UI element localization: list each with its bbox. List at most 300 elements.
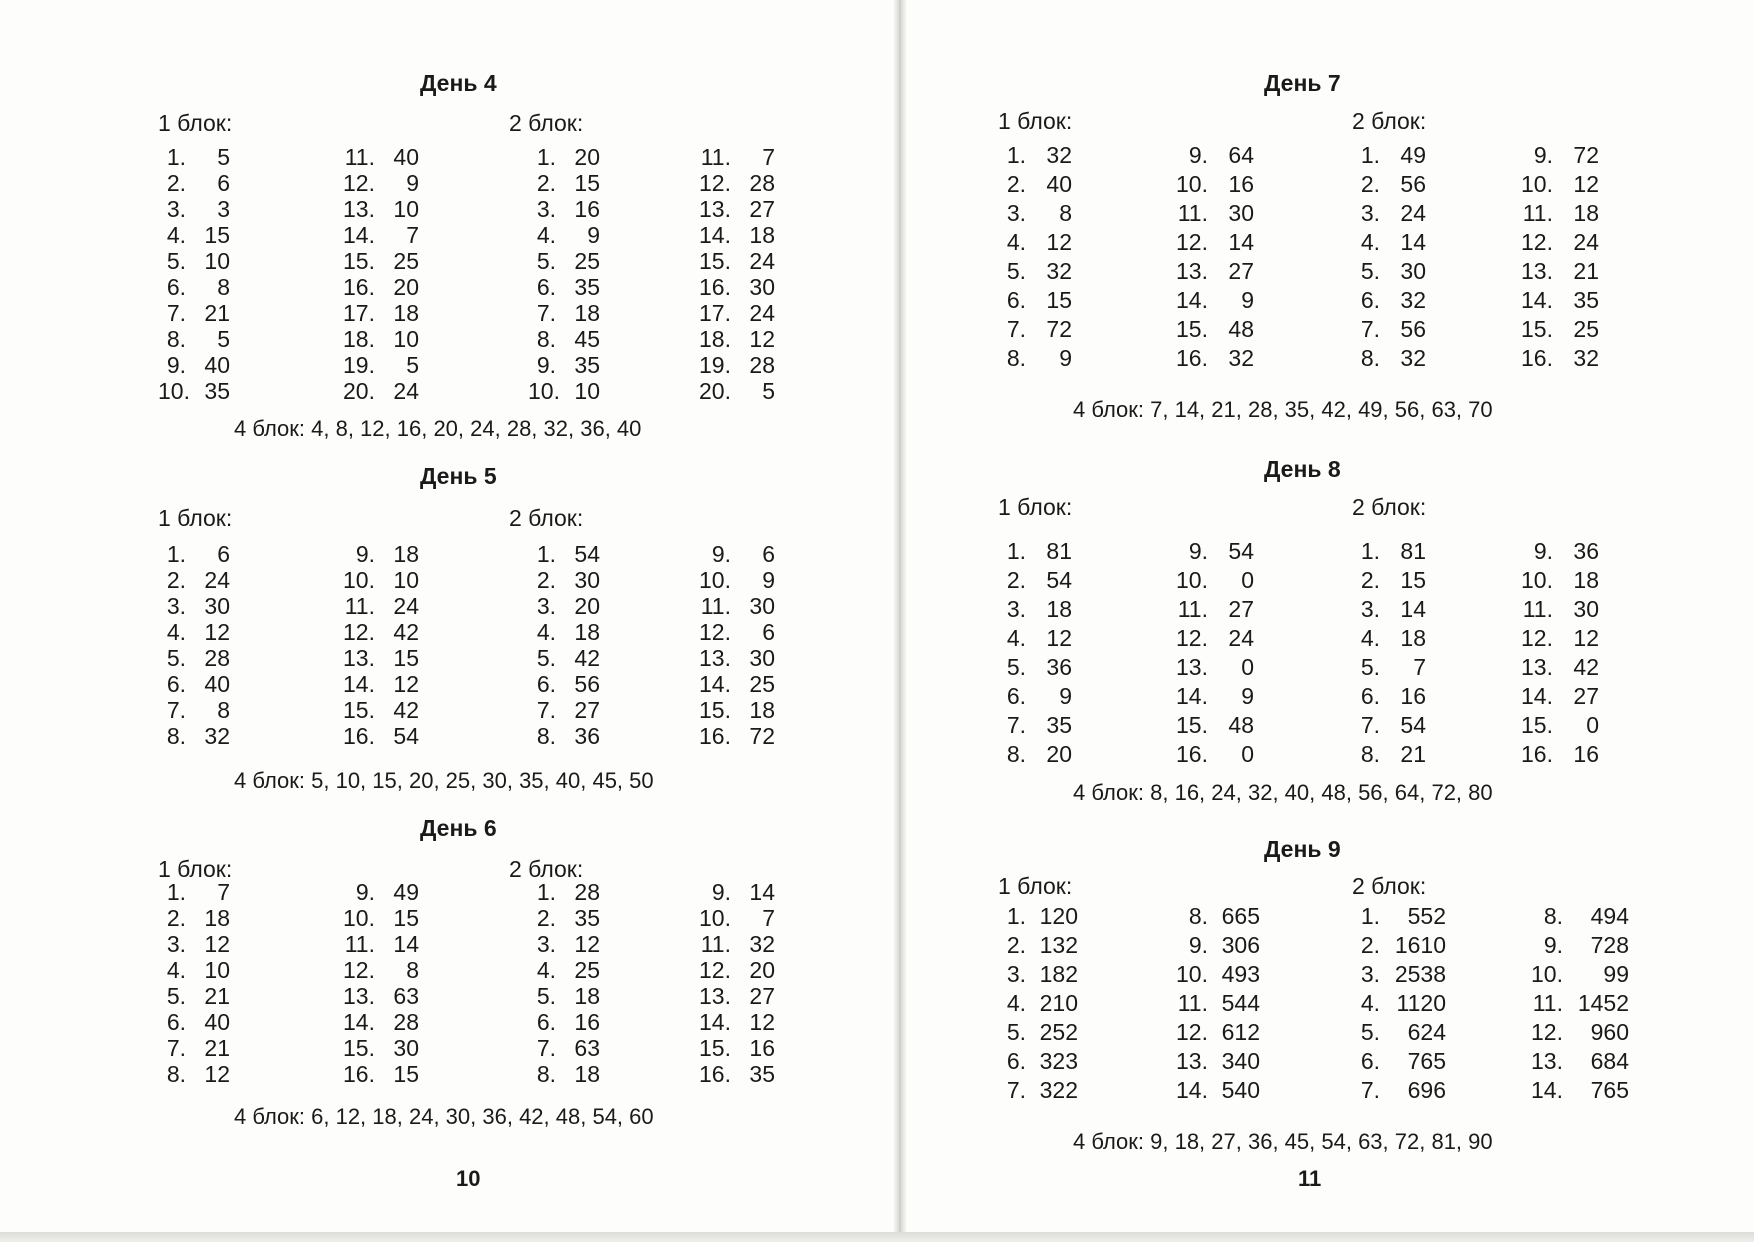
answer-value: 765 [1407, 1048, 1446, 1074]
answer-value: 10 [204, 957, 230, 983]
answer-row [337, 196, 419, 222]
answer-number: 13. [1176, 258, 1208, 284]
answer-number: 4. [1360, 625, 1380, 651]
answer-value: 9 [1241, 683, 1254, 709]
answer-value: 10 [393, 196, 419, 222]
answer-number: 4. [536, 222, 556, 248]
answer-value: 40 [1046, 171, 1072, 197]
answer-row [693, 170, 775, 196]
answer-row [693, 957, 775, 983]
answer-number: 12. [1176, 625, 1208, 651]
answer-value: 10 [574, 378, 600, 404]
answer-value: 49 [393, 879, 419, 905]
answer-number: 4. [166, 957, 186, 983]
answer-value: 45 [574, 326, 600, 352]
answer-value: 54 [1400, 712, 1426, 738]
answer-row [528, 300, 600, 326]
answer-number: 13. [343, 196, 375, 222]
day-title: День 8 [1264, 456, 1341, 482]
answer-row [1352, 199, 1426, 228]
answer-column [1352, 537, 1426, 769]
answer-number: 4. [536, 957, 556, 983]
answer-number: 1. [1006, 903, 1026, 929]
answer-number: 16. [699, 723, 731, 749]
answer-number: 14. [1176, 683, 1208, 709]
answer-value: 56 [1400, 316, 1426, 342]
answer-row [1352, 682, 1426, 711]
answer-value: 12 [1573, 625, 1599, 651]
answer-value: 9 [1059, 345, 1072, 371]
answer-value: 48 [1228, 316, 1254, 342]
answer-value: 18 [204, 905, 230, 931]
answer-value: 322 [1039, 1077, 1078, 1103]
answer-value: 7 [1413, 654, 1426, 680]
answer-row [998, 682, 1072, 711]
answer-value: 16 [574, 1009, 600, 1035]
answer-number: 9. [536, 352, 556, 378]
answer-number: 6. [1006, 287, 1026, 313]
answer-row [1515, 902, 1629, 931]
answer-value: 30 [749, 274, 775, 300]
answer-row [1170, 595, 1254, 624]
answer-row [1515, 624, 1599, 653]
answer-value: 16 [1573, 741, 1599, 767]
answer-row [693, 983, 775, 1009]
answer-value: 72 [1573, 142, 1599, 168]
answer-number: 14. [343, 222, 375, 248]
answer-row [528, 671, 600, 697]
answer-number: 19. [699, 352, 731, 378]
answer-row [998, 1018, 1078, 1047]
answer-row [1160, 989, 1260, 1018]
answer-value: 63 [574, 1035, 600, 1061]
answer-number: 6. [166, 671, 186, 697]
answer-row [1352, 960, 1446, 989]
answer-number: 6. [1006, 1048, 1026, 1074]
answer-row [337, 931, 419, 957]
answer-number: 7. [1360, 712, 1380, 738]
answer-row [1515, 682, 1599, 711]
answer-value: 16 [574, 196, 600, 222]
answer-number: 10. [1521, 567, 1553, 593]
answer-number: 3. [1360, 200, 1380, 226]
answer-column [528, 879, 600, 1087]
answer-value: 21 [1400, 741, 1426, 767]
page-edge [0, 1232, 1754, 1242]
answer-number: 2. [536, 170, 556, 196]
answer-value: 30 [1228, 200, 1254, 226]
answer-number: 12. [343, 957, 375, 983]
answer-number: 14. [1521, 287, 1553, 313]
answer-row [998, 537, 1072, 566]
answer-number: 5. [166, 983, 186, 1009]
answer-value: 32 [1046, 142, 1072, 168]
answer-value: 8 [406, 957, 419, 983]
answer-value: 14 [1400, 229, 1426, 255]
answer-value: 27 [574, 697, 600, 723]
answer-value: 210 [1039, 990, 1078, 1016]
answer-row [1170, 228, 1254, 257]
answer-row [337, 619, 419, 645]
answer-value: 14 [749, 879, 775, 905]
answer-number: 15. [1521, 712, 1553, 738]
answer-row [693, 1061, 775, 1087]
answer-row [693, 144, 775, 170]
answer-row [998, 566, 1072, 595]
answer-number: 9. [355, 541, 375, 567]
answer-value: 35 [574, 352, 600, 378]
answer-row [1515, 711, 1599, 740]
answer-number: 14. [1176, 287, 1208, 313]
answer-value: 6 [762, 541, 775, 567]
answer-number: 6. [1360, 1048, 1380, 1074]
block1-label: 1 блок: [998, 108, 1073, 134]
answer-row [693, 326, 775, 352]
answer-number: 19. [343, 352, 375, 378]
answer-row [1352, 1047, 1446, 1076]
answer-row [1170, 566, 1254, 595]
answer-row [998, 902, 1078, 931]
day-title: День 7 [1264, 70, 1341, 96]
answer-number: 18. [343, 326, 375, 352]
answer-number: 3. [166, 593, 186, 619]
answer-number: 14. [1531, 1077, 1563, 1103]
answer-row [337, 326, 419, 352]
answer-row [337, 957, 419, 983]
answer-value: 728 [1590, 932, 1629, 958]
answer-value: 24 [1228, 625, 1254, 651]
answer-number: 2. [1360, 171, 1380, 197]
answer-row [1352, 566, 1426, 595]
answer-row [693, 931, 775, 957]
answer-row [158, 326, 230, 352]
answer-value: 8 [217, 274, 230, 300]
answer-value: 28 [749, 170, 775, 196]
answer-row [998, 1047, 1078, 1076]
answer-row [1170, 711, 1254, 740]
answer-row [1160, 1018, 1260, 1047]
answer-number: 10. [343, 567, 375, 593]
answer-number: 13. [343, 983, 375, 1009]
answer-row [528, 697, 600, 723]
answer-row [337, 983, 419, 1009]
answer-value: 35 [1046, 712, 1072, 738]
answer-number: 10. [528, 378, 560, 404]
answer-value: 24 [204, 567, 230, 593]
answer-value: 27 [1228, 258, 1254, 284]
answer-value: 9 [406, 170, 419, 196]
answer-row [998, 624, 1072, 653]
answer-number: 15. [1521, 316, 1553, 342]
answer-value: 5 [217, 326, 230, 352]
answer-number: 12. [343, 619, 375, 645]
answer-number: 9. [711, 879, 731, 905]
answer-row [998, 257, 1072, 286]
answer-number: 11. [1177, 596, 1208, 622]
answer-row [693, 593, 775, 619]
answer-number: 6. [536, 274, 556, 300]
answer-column [1515, 141, 1599, 373]
answer-row [1515, 931, 1629, 960]
block4-answers: 4 блок: 8, 16, 24, 32, 40, 48, 56, 64, 72, 80 [1073, 780, 1493, 805]
block2-label: 2 блок: [509, 110, 584, 136]
answer-number: 9. [1533, 538, 1553, 564]
answer-row [1515, 315, 1599, 344]
answer-number: 2. [166, 170, 186, 196]
answer-value: 5 [217, 144, 230, 170]
book-gutter [893, 0, 907, 1242]
answer-value: 15 [1046, 287, 1072, 313]
answer-value: 28 [204, 645, 230, 671]
answer-value: 14 [1228, 229, 1254, 255]
answer-value: 8 [1059, 200, 1072, 226]
answer-number: 2. [166, 905, 186, 931]
answer-row [1160, 1047, 1260, 1076]
answer-row [337, 274, 419, 300]
answer-number: 9. [355, 879, 375, 905]
answer-value: 665 [1221, 903, 1260, 929]
answer-row [337, 671, 419, 697]
answer-row [158, 957, 230, 983]
answer-row [528, 957, 600, 983]
answer-row [998, 1076, 1078, 1105]
block1-label: 1 блок: [158, 110, 233, 136]
answer-row [998, 315, 1072, 344]
answer-value: 340 [1221, 1048, 1260, 1074]
answer-value: 81 [1400, 538, 1426, 564]
answer-row [1160, 931, 1260, 960]
answer-number: 4. [1006, 625, 1026, 651]
answer-row [693, 879, 775, 905]
answer-row [1170, 170, 1254, 199]
answer-row [528, 1035, 600, 1061]
answer-number: 13. [343, 645, 375, 671]
answer-row [528, 645, 600, 671]
answer-number: 4. [1006, 990, 1026, 1016]
answer-number: 13. [1521, 654, 1553, 680]
answer-row [1170, 141, 1254, 170]
answer-row [337, 723, 419, 749]
answer-number: 8. [536, 326, 556, 352]
answer-row [1352, 740, 1426, 769]
answer-number: 17. [699, 300, 731, 326]
answer-row [337, 567, 419, 593]
answer-row [1515, 740, 1599, 769]
answer-value: 32 [204, 723, 230, 749]
answer-number: 11. [344, 931, 375, 957]
answer-number: 2. [1006, 932, 1026, 958]
answer-column [693, 541, 775, 749]
answer-row [1515, 286, 1599, 315]
answer-value: 21 [204, 1035, 230, 1061]
answer-value: 6 [217, 170, 230, 196]
answer-number: 17. [343, 300, 375, 326]
answer-value: 960 [1590, 1019, 1629, 1045]
answer-number: 11. [344, 593, 375, 619]
answer-value: 3 [217, 196, 230, 222]
answer-number: 15. [699, 697, 731, 723]
answer-number: 2. [1360, 932, 1380, 958]
block1-label: 1 блок: [158, 505, 233, 531]
answer-row [1352, 931, 1446, 960]
answer-value: 72 [1046, 316, 1072, 342]
answer-row [1352, 286, 1426, 315]
answer-number: 8. [536, 1061, 556, 1087]
answer-value: 14 [393, 931, 419, 957]
answer-value: 40 [204, 352, 230, 378]
answer-number: 5. [1006, 654, 1026, 680]
answer-row [158, 879, 230, 905]
answer-row [1515, 960, 1629, 989]
answer-row [693, 274, 775, 300]
answer-value: 1610 [1394, 932, 1446, 958]
answer-number: 7. [1360, 1077, 1380, 1103]
answer-number: 16. [1176, 345, 1208, 371]
answer-row [528, 1009, 600, 1035]
answer-number: 8. [536, 723, 556, 749]
answer-value: 54 [574, 541, 600, 567]
answer-number: 12. [699, 957, 731, 983]
answer-row [1515, 653, 1599, 682]
answer-row [1352, 624, 1426, 653]
answer-value: 306 [1221, 932, 1260, 958]
answer-row [1170, 315, 1254, 344]
answer-value: 12 [1573, 171, 1599, 197]
answer-value: 42 [1573, 654, 1599, 680]
answer-value: 5 [762, 378, 775, 404]
answer-value: 35 [574, 905, 600, 931]
answer-number: 15. [343, 248, 375, 274]
answer-number: 6. [1006, 683, 1026, 709]
answer-number: 1. [536, 144, 556, 170]
answer-row [998, 286, 1072, 315]
answer-value: 81 [1046, 538, 1072, 564]
answer-column [1515, 537, 1599, 769]
answer-number: 10. [343, 905, 375, 931]
answer-row [337, 645, 419, 671]
answer-value: 15 [393, 1061, 419, 1087]
answer-number: 13. [699, 196, 731, 222]
answer-value: 16 [749, 1035, 775, 1061]
answer-value: 7 [217, 879, 230, 905]
answer-row [693, 697, 775, 723]
answer-number: 7. [1006, 1077, 1026, 1103]
answer-number: 20. [343, 378, 375, 404]
answer-row [1515, 344, 1599, 373]
answer-value: 54 [1046, 567, 1072, 593]
answer-number: 13. [1176, 654, 1208, 680]
answer-value: 12 [749, 326, 775, 352]
answer-number: 7. [536, 697, 556, 723]
answer-row [528, 248, 600, 274]
answer-number: 5. [1360, 258, 1380, 284]
answer-number: 3. [1006, 596, 1026, 622]
answer-value: 7 [762, 144, 775, 170]
answer-row [158, 1035, 230, 1061]
block4-answers: 4 блок: 6, 12, 18, 24, 30, 36, 42, 48, 54, 60 [234, 1104, 654, 1129]
answer-row [1170, 653, 1254, 682]
answer-number: 14. [699, 1009, 731, 1035]
answer-value: 18 [1046, 596, 1072, 622]
page-number-right: 11 [1298, 1166, 1322, 1191]
answer-number: 12. [1521, 625, 1553, 651]
answer-column [693, 879, 775, 1087]
answer-row [158, 352, 230, 378]
answer-row [998, 170, 1072, 199]
day-title: День 4 [420, 70, 497, 96]
answer-row [1515, 1076, 1629, 1105]
answer-row [337, 697, 419, 723]
answer-row [998, 931, 1078, 960]
answer-value: 12 [393, 671, 419, 697]
answer-value: 32 [1400, 345, 1426, 371]
answer-number: 12. [1521, 229, 1553, 255]
answer-row [337, 1035, 419, 1061]
answer-value: 18 [574, 1061, 600, 1087]
answer-value: 8 [217, 697, 230, 723]
answer-column [158, 541, 230, 749]
answer-number: 2. [166, 567, 186, 593]
answer-row [1170, 286, 1254, 315]
answer-number: 5. [1006, 258, 1026, 284]
answer-number: 5. [1360, 654, 1380, 680]
answer-column [998, 902, 1078, 1105]
answer-number: 9. [1188, 142, 1208, 168]
answer-number: 3. [166, 196, 186, 222]
answer-value: 30 [749, 645, 775, 671]
answer-row [158, 170, 230, 196]
answer-number: 4. [1360, 229, 1380, 255]
answer-value: 32 [1046, 258, 1072, 284]
answer-value: 15 [1400, 567, 1426, 593]
answer-value: 0 [1586, 712, 1599, 738]
answer-number: 2. [536, 567, 556, 593]
answer-number: 7. [166, 300, 186, 326]
answer-number: 5. [536, 645, 556, 671]
answer-value: 12 [1046, 625, 1072, 651]
answer-number: 4. [166, 619, 186, 645]
answer-row [1515, 566, 1599, 595]
answer-row [1170, 257, 1254, 286]
answer-row [998, 653, 1072, 682]
answer-number: 12. [699, 619, 731, 645]
answer-row [528, 723, 600, 749]
answer-column [158, 879, 230, 1087]
answer-number: 1. [1360, 538, 1380, 564]
answer-row [337, 905, 419, 931]
answer-row [998, 711, 1072, 740]
answer-number: 4. [536, 619, 556, 645]
answer-row [337, 879, 419, 905]
answer-row [1352, 315, 1426, 344]
answer-number: 1. [166, 541, 186, 567]
answer-value: 18 [1400, 625, 1426, 651]
answer-value: 25 [749, 671, 775, 697]
answer-number: 15. [343, 1035, 375, 1061]
answer-value: 7 [762, 905, 775, 931]
answer-row [1515, 1018, 1629, 1047]
answer-number: 15. [699, 1035, 731, 1061]
answer-value: 120 [1039, 903, 1078, 929]
day-title: День 9 [1264, 836, 1341, 862]
answer-value: 27 [1228, 596, 1254, 622]
answer-value: 28 [749, 352, 775, 378]
answer-row [528, 222, 600, 248]
answer-row [1160, 960, 1260, 989]
answer-value: 56 [574, 671, 600, 697]
answer-number: 3. [536, 196, 556, 222]
answer-number: 15. [699, 248, 731, 274]
